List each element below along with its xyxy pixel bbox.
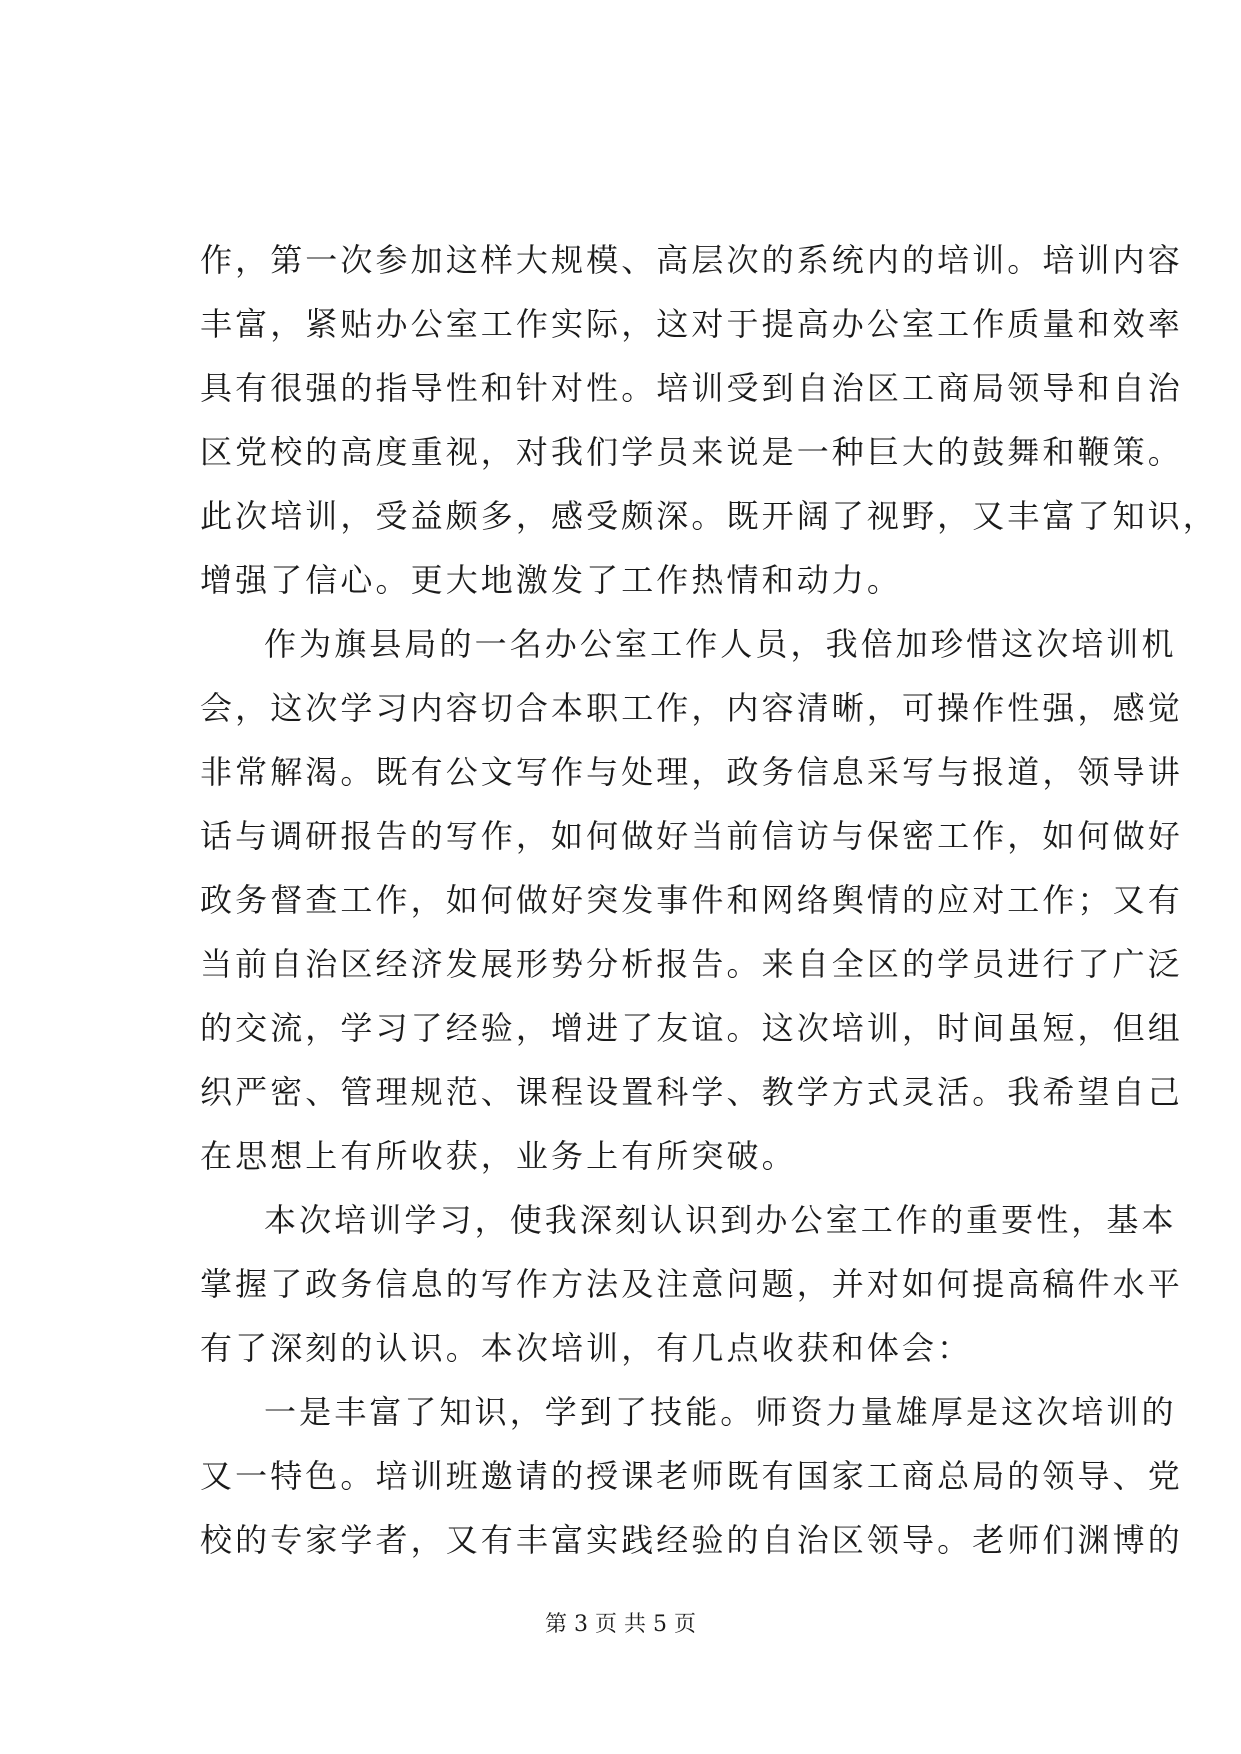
text-line: 的交流，学习了经验，增进了友谊。这次培训，时间虽短，但组 bbox=[200, 1009, 1183, 1047]
text-line: 又一特色。培训班邀请的授课老师既有国家工商总局的领导、党 bbox=[200, 1457, 1183, 1495]
text-line: 作，第一次参加这样大规模、高层次的系统内的培训。培训内容 bbox=[200, 241, 1183, 279]
text-line: 此次培训，受益颇多，感受颇深。既开阔了视野，又丰富了知识， bbox=[200, 497, 1218, 535]
text-line: 在思想上有所收获，业务上有所突破。 bbox=[200, 1137, 797, 1175]
text-line: 织严密、管理规范、课程设置科学、教学方式灵活。我希望自己 bbox=[200, 1073, 1183, 1111]
text-line: 区党校的高度重视，对我们学员来说是一种巨大的鼓舞和鞭策。 bbox=[200, 433, 1183, 471]
page-number-footer: 第 3 页 共 5 页 bbox=[545, 1612, 696, 1637]
text-line: 政务督查工作，如何做好突发事件和网络舆情的应对工作；又有 bbox=[200, 881, 1183, 919]
document-body bbox=[200, 228, 1218, 1572]
text-line: 掌握了政务信息的写作方法及注意问题，并对如何提高稿件水平 bbox=[200, 1265, 1183, 1303]
text-line: 校的专家学者，又有丰富实践经验的自治区领导。老师们渊博的 bbox=[200, 1521, 1183, 1559]
text-line: 丰富，紧贴办公室工作实际，这对于提高办公室工作质量和效率 bbox=[200, 305, 1183, 343]
paragraph-first-line: 作为旗县局的一名办公室工作人员，我倍加珍惜这次培训机 bbox=[264, 625, 1177, 663]
text-line: 具有很强的指导性和针对性。培训受到自治区工商局领导和自治 bbox=[200, 369, 1183, 407]
text-line: 话与调研报告的写作，如何做好当前信访与保密工作，如何做好 bbox=[200, 817, 1183, 855]
text-line: 会，这次学习内容切合本职工作，内容清晰，可操作性强，感觉 bbox=[200, 689, 1183, 727]
text-line: 有了深刻的认识。本次培训，有几点收获和体会： bbox=[200, 1329, 973, 1367]
text-line: 当前自治区经济发展形势分析报告。来自全区的学员进行了广泛 bbox=[200, 945, 1183, 983]
text-line: 非常解渴。既有公文写作与处理，政务信息采写与报道，领导讲 bbox=[200, 753, 1183, 791]
paragraph-first-line: 一是丰富了知识，学到了技能。师资力量雄厚是这次培训的 bbox=[264, 1393, 1177, 1431]
text-line: 增强了信心。更大地激发了工作热情和动力。 bbox=[200, 561, 903, 599]
paragraph-first-line: 本次培训学习，使我深刻认识到办公室工作的重要性，基本 bbox=[264, 1201, 1177, 1239]
